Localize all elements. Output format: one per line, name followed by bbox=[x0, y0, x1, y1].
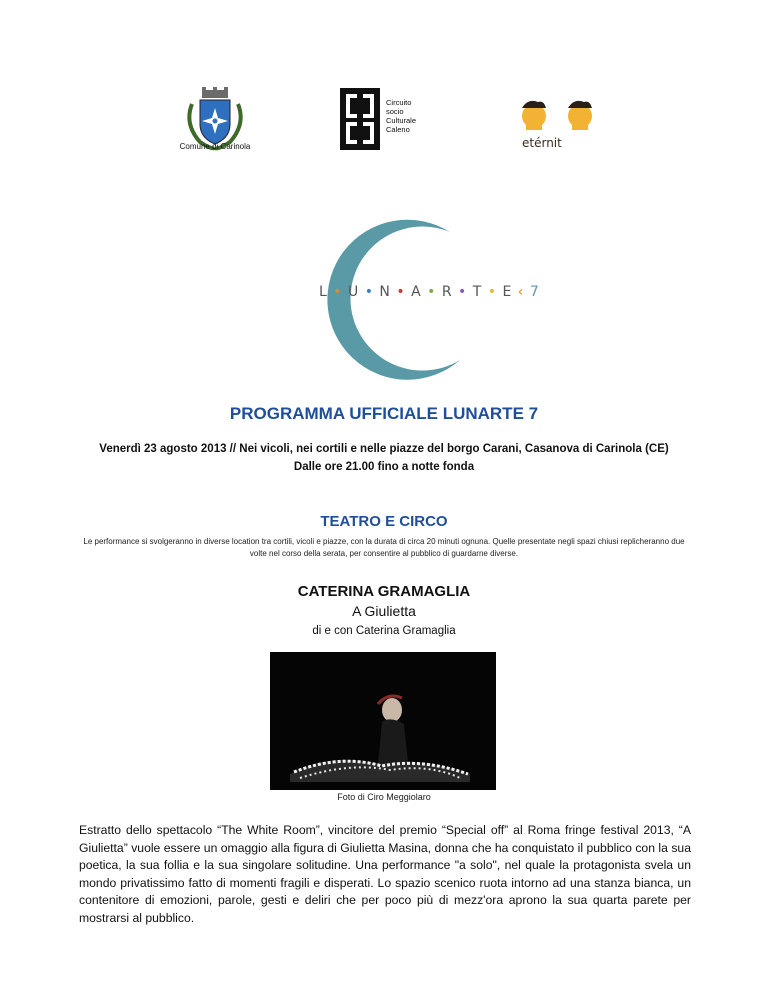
event-date-location: Venerdì 23 agosto 2013 // Nei vicoli, nei cortili e nelle piazze del borgo Carani, Casanova di Carinola (CE) bbox=[99, 443, 669, 455]
circuito-logo-line: Caleno bbox=[386, 125, 410, 134]
lunarte-letter: T bbox=[472, 284, 483, 300]
lunarte-letter: U bbox=[347, 284, 360, 300]
circuito-socio-culturale-logo-icon bbox=[340, 88, 380, 150]
performance-photo bbox=[270, 652, 496, 790]
circuito-logo-line: Culturale bbox=[386, 116, 417, 125]
lunarte-wordmark: L • U • N • A • R • T • E ‹ 7 bbox=[319, 284, 540, 300]
section-title: TEATRO E CIRCO bbox=[320, 513, 448, 530]
eternit-logo-text: etérnit bbox=[522, 136, 562, 150]
show-credit: di e con Caterina Gramaglia bbox=[312, 625, 456, 637]
circuito-logo-line: socio bbox=[386, 107, 404, 116]
lunarte-letter: R bbox=[441, 284, 453, 300]
lunarte-letter: 7 bbox=[529, 284, 540, 300]
section-note: Le performance si svolgeranno in diverse location tra cortili, vicoli e piazze, con la durata di circa 20 minuti ognuna. Quelle presentate negli spazi chiusi replicheranno due volte nel corso della serata, per consentire al pubblico di guardarne diverse. bbox=[83, 537, 685, 558]
lunarte-letter: A bbox=[411, 284, 422, 300]
circuito-logo-text bbox=[386, 98, 416, 134]
photo-caption: Foto di Ciro Meggiolaro bbox=[337, 792, 431, 802]
lunarte-letter: L bbox=[319, 284, 328, 300]
event-time: Dalle ore 21.00 fino a notte fonda bbox=[293, 461, 475, 473]
logo-carinola-caption: Comune di Carinola bbox=[179, 142, 251, 151]
page-title: PROGRAMMA UFFICIALE LUNARTE 7 bbox=[229, 404, 539, 423]
performance-description: Estratto dello spettacolo “The White Room”, vincitore del premio “Special off” al Roma fringe festival 2013, “A Giulietta” vuole essere un omaggio alla figura di Giulietta Masina, donna che ha conquistato il pubblico con la sua poetica, la sua follia e la sua singolare solitudine. Una performance "a solo", nel quale la protagonista svela un mondo privatissimo fatto di momenti fragili e disperati. Lo spazio scenico ruota intorno ad una stanza bianca, un contenitore di emozioni, parole, gesti e deliri che per poco più di mezz'ora aprono la sua quarta parete per mostrarsi al pubblico. bbox=[79, 823, 691, 925]
show-title: A Giulietta bbox=[352, 603, 416, 619]
circuito-logo-line: Circuito bbox=[386, 98, 412, 107]
lunarte-letter: E bbox=[502, 284, 513, 300]
artist-name: CATERINA GRAMAGLIA bbox=[297, 583, 471, 600]
lunarte-letter: N bbox=[379, 284, 391, 300]
